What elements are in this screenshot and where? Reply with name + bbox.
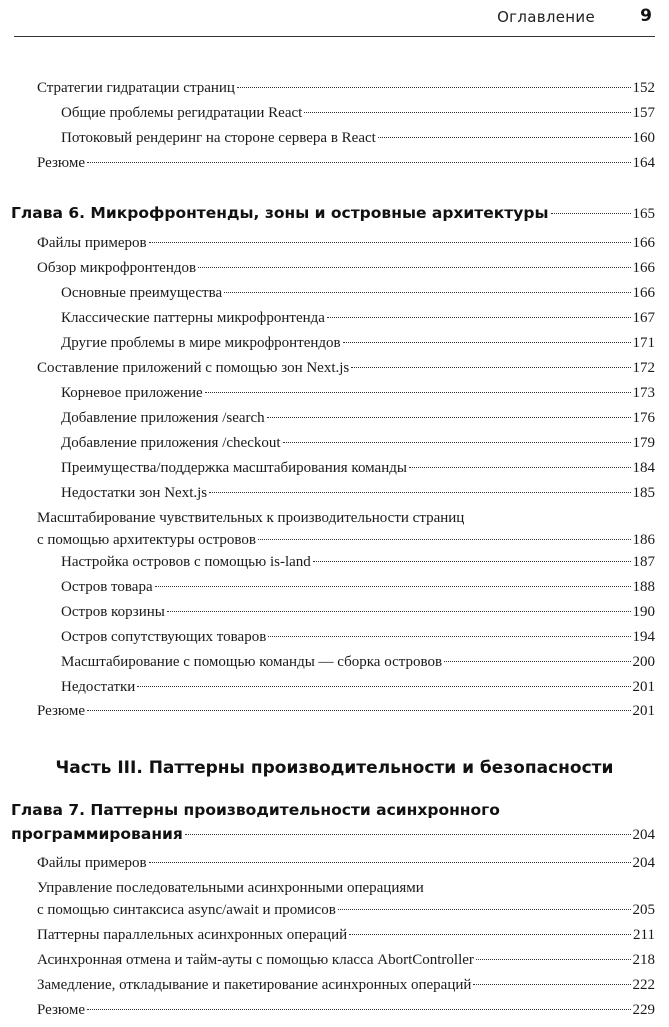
toc-page: 229 (632, 1002, 655, 1018)
toc-page: 186 (632, 532, 655, 548)
running-header-title: Оглавление (497, 8, 595, 26)
toc-entry[interactable]: Файлы примеров 204 (37, 852, 655, 874)
toc-entry[interactable]: Общие проблемы регидратации React 157 (61, 102, 655, 124)
toc-entry[interactable]: Остров сопутствующих товаров 194 (61, 626, 655, 648)
toc-entry[interactable]: Добавление приложения /search 176 (61, 407, 655, 429)
toc-entry[interactable]: Преимущества/поддержка масштабирования команды 184 (61, 457, 655, 479)
toc-entry[interactable]: Замедление, откладывание и пакетирование асинхронных операций 222 (37, 974, 655, 996)
toc-entry[interactable]: Паттерны параллельных асинхронных операций 211 (37, 924, 655, 946)
toc-page: 173 (632, 385, 655, 401)
toc-page: 222 (632, 977, 655, 993)
toc-entry[interactable]: Резюме 201 (37, 700, 655, 722)
toc-page: 160 (632, 130, 655, 146)
toc-page: 172 (632, 360, 655, 376)
toc-page: 166 (632, 235, 655, 251)
toc-entry[interactable]: Недостатки зон Next.js 185 (61, 482, 655, 504)
toc-entry[interactable]: Добавление приложения /checkout 179 (61, 432, 655, 454)
toc-page: 205 (632, 902, 655, 918)
toc-entry[interactable]: Масштабирование с помощью команды — сборка островов 200 (61, 651, 655, 673)
toc-page: 164 (632, 155, 655, 171)
toc-entry[interactable]: Основные преимущества 166 (61, 282, 655, 304)
toc-page: 218 (632, 952, 655, 968)
toc-page: 204 (632, 827, 655, 843)
toc-entry[interactable]: Стратегии гидратации страниц 152 (37, 77, 655, 99)
toc-entry[interactable]: Масштабирование чувствительных к производительности страниц с помощью архитектуры островов 186 (37, 507, 655, 551)
toc-entry[interactable]: Настройка островов с помощью is-land 187 (61, 551, 655, 573)
toc-page: 165 (632, 206, 655, 222)
toc-page: 152 (632, 80, 655, 96)
toc-page: 201 (632, 679, 655, 695)
toc-page: 184 (632, 460, 655, 476)
toc-entry[interactable]: Резюме 164 (37, 152, 655, 174)
toc-entry[interactable]: Обзор микрофронтендов 166 (37, 257, 655, 279)
running-header (14, 0, 655, 37)
toc-page: 211 (633, 927, 655, 943)
toc-chapter-heading[interactable]: Глава 7. Паттерны производительности асинхронного программирования 204 (11, 798, 655, 847)
toc-page: 166 (632, 285, 655, 301)
toc-entry[interactable]: Файлы примеров 166 (37, 232, 655, 254)
toc-entry[interactable]: Составление приложений с помощью зон Next.js 172 (37, 357, 655, 379)
toc-page: 194 (632, 629, 655, 645)
toc-page: 167 (632, 310, 655, 326)
toc-page: 204 (632, 855, 655, 871)
toc-chapter-heading[interactable]: Глава 6. Микрофронтенды, зоны и островные архитектуры 165 (11, 201, 655, 226)
toc-page: 190 (632, 604, 655, 620)
page-number: 9 (640, 6, 652, 26)
toc-entry[interactable]: Классические паттерны микрофронтенда 167 (61, 307, 655, 329)
toc-entry[interactable]: Асинхронная отмена и тайм-ауты с помощью класса AbortController 218 (37, 949, 655, 971)
toc-page: 187 (632, 554, 655, 570)
toc-entry[interactable]: Другие проблемы в мире микрофронтендов 171 (61, 332, 655, 354)
toc-page: 171 (632, 335, 655, 351)
toc-entry[interactable]: Управление последовательными асинхронными операциями с помощью синтаксиса async/await и промисов 205 (37, 877, 655, 921)
toc-page: 185 (632, 485, 655, 501)
toc-page: 200 (632, 654, 655, 670)
toc-entry[interactable]: Недостатки 201 (61, 676, 655, 698)
toc-entry[interactable]: Остров корзины 190 (61, 601, 655, 623)
part-heading[interactable]: Часть III. Паттерны производительности и безопасности (55, 758, 614, 778)
toc-entry[interactable]: Корневое приложение 173 (61, 382, 655, 404)
toc-page: 188 (632, 579, 655, 595)
toc-page: 166 (632, 260, 655, 276)
toc-page: 176 (632, 410, 655, 426)
toc-entry[interactable]: Остров товара 188 (61, 576, 655, 598)
toc-entry[interactable]: Потоковый рендеринг на стороне сервера в React 160 (61, 127, 655, 149)
toc-page: 179 (632, 435, 655, 451)
toc-page: 201 (632, 703, 655, 719)
toc-entry[interactable]: Резюме 229 (37, 999, 655, 1021)
toc-page: 157 (632, 105, 655, 121)
